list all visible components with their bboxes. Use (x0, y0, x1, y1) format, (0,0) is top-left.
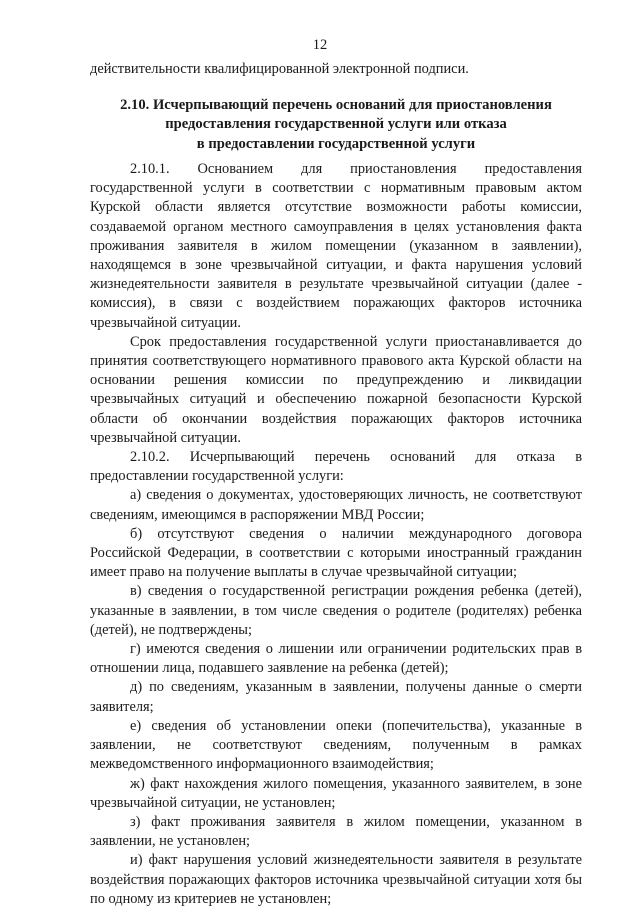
list-item-i: и) факт нарушения условий жизнедеятельности заявителя в результате воздействия поражающих факторов источника чрезвычайной ситуации хотя бы по одному из критериев не установлен; (90, 852, 582, 907)
list-item-a: а) сведения о документах, удостоверяющих личность, не соответствуют сведениям, имеющимся в распоряжении МВД России; (90, 487, 582, 523)
heading-line: предоставления государственной услуги или отказа (165, 116, 507, 133)
list-item-g: г) имеются сведения о лишении или ограничении родительских прав в отношении лица, подавшего заявление на ребенка (детей); (90, 641, 582, 677)
heading-line: в предоставлении государственной услуги (196, 135, 476, 152)
paragraph-2-10-1: 2.10.1. Основанием для приостановления предоставления государственной услуги в соответствии с нормативным правовым актом Курской области является отсутствие возможности работы комиссии, создаваемой органом местного самоуправления в целях установления факта проживания заявителя в жилом помещении (указанном в заявлении), находящемся в зоне чрезвычайной ситуации, и факта нарушения условий жизнедеятельности заявителя в результате чрезвычайной ситуации (далее - комиссия), в связи с воздействием поражающих факторов источника чрезвычайной ситуации. (90, 161, 582, 331)
section-heading (90, 96, 582, 154)
list-item-d: д) по сведениям, указанным в заявлении, получены данные о смерти заявителя; (90, 679, 582, 715)
list-item-e: е) сведения об установлении опеки (попечительства), указанные в заявлении, не соответствуют сведениям, полученным в рамках межведомственного информационного взаимодействия; (90, 717, 582, 773)
heading-line: 2.10. Исчерпывающий перечень оснований для приостановления (120, 97, 552, 113)
section-body (90, 160, 582, 909)
list-item-zh: ж) факт нахождения жилого помещения, указанного заявителем, в зоне чрезвычайной ситуации, не установлен; (90, 775, 582, 811)
page-number: 12 (312, 37, 328, 53)
list-item-v: в) сведения о государственной регистрации рождения ребенка (детей), указанные в заявлении, в том числе сведения о родителе (родителях) ребенка (детей), не подтверждены; (90, 583, 582, 638)
paragraph-suspension-term: Срок предоставления государственной услуги приостанавливается до принятия соответствующего нормативного правового акта Курской области на основании решения комиссии по предупреждению и ликвидации чрезвычайных ситуаций и обеспечению пожарной безопасности Курской области об окончании воздействия поражающих факторов источника чрезвычайной ситуации. (90, 333, 582, 446)
continuation-line: действительности квалифицированной электронной подписи. (90, 61, 469, 77)
list-item-b: б) отсутствуют сведения о наличии международного договора Российской Федерации, в соответствии с которыми иностранный гражданин имеет право на получение выплаты в случае чрезвычайной ситуации; (90, 525, 582, 581)
list-item-z: з) факт проживания заявителя в жилом помещении, указанном в заявлении, не установлен; (90, 813, 582, 850)
paragraph-2-10-2: 2.10.2. Исчерпывающий перечень оснований для отказа в предоставлении государственной услуги: (90, 449, 582, 485)
